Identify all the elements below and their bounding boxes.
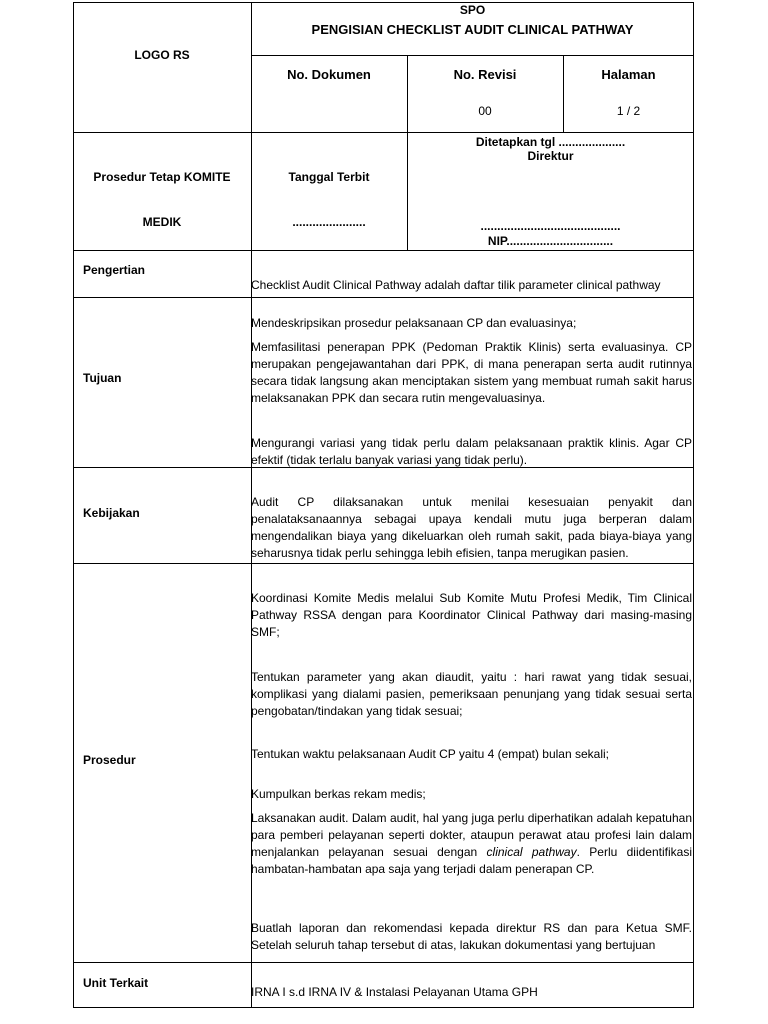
pengertian-label: Pengertian <box>83 263 146 277</box>
document-type: SPO <box>459 3 486 17</box>
pengertian-text: Checklist Audit Clinical Pathway adalah daftar tilik parameter clinical pathway <box>251 278 661 292</box>
row-divider-pengertian <box>73 250 694 251</box>
tanggal-terbit-label: Tanggal Terbit <box>288 170 370 184</box>
row-divider-unit <box>73 962 694 963</box>
prosedur-step-2: Tentukan parameter yang akan diaudit, yaitu : hari rawat yang tidak sesuai, komplikasi yang dialami pasien, pemeriksaan penunjang yang tidak sesuai serta pengobatan/tindakan yang tidak sesuai; <box>251 670 692 718</box>
prosedur-step-1: Koordinasi Komite Medis melalui Sub Komite Mutu Profesi Medik, Tim Clinical Pathway RSSA dengan para Koordinator Clinical Pathway dari masing-masing SMF; <box>251 591 692 639</box>
page-value: 1 / 2 <box>616 104 641 118</box>
prosedur-step-5-text-a: Laksanakan audit. Dalam audit, hal yang juga perlu diperhatikan adalah kepatuhan para pemberi pelayanan seperti dokter, ataupun perawat atau profesi lain dalam menjalankan pelayanan sesuai dengan <box>251 811 692 859</box>
row-divider-prosedur <box>73 563 694 564</box>
ditetapkan-tanggal: Ditetapkan tgl .................... <box>475 135 626 149</box>
tanggal-terbit-value: ...................... <box>292 215 366 229</box>
tujuan-label: Tujuan <box>83 371 122 385</box>
prosedur-step-6: Buatlah laporan dan rekomendasi kepada direktur RS dan para Ketua SMF. Setelah seluruh tahap tersebut di atas, lakukan dokumentasi yang bertujuan <box>251 921 692 952</box>
kebijakan-label: Kebijakan <box>83 506 140 520</box>
komite-medik-label: MEDIK <box>142 215 182 229</box>
tujuan-point-1: Mendeskripsikan prosedur pelaksanaan CP dan evaluasinya; <box>251 316 577 330</box>
tujuan-point-3: Mengurangi variasi yang tidak perlu dalam pelaksanaan praktik klinis. Agar CP efektif (tidak terlalu banyak variasi yang tidak perlu). <box>251 436 692 467</box>
document-title: PENGISIAN CHECKLIST AUDIT CLINICAL PATHWAY <box>311 22 634 37</box>
col-no-revisi: No. Revisi <box>453 67 517 82</box>
tujuan-point-2: Memfasilitasi penerapan PPK (Pedoman Praktik Klinis) serta evaluasinya. CP merupakan pengejawantahan dari PPK, di mana penerapan serta audit rutinnya secara tidak langsung akan menciptakan sistem yang membuat rumah sakit harus melaksanakan PPK dan secara rutin mengevaluasinya. <box>251 340 692 405</box>
clinical-pathway-emphasis: clinical pathway <box>486 845 577 859</box>
prosedur-tetap-label: Prosedur Tetap KOMITE <box>93 170 231 184</box>
signature-line: .......................................... <box>480 219 621 233</box>
header-divider <box>251 55 694 56</box>
direktur-label: Direktur <box>527 149 574 163</box>
row-divider-info <box>73 132 694 133</box>
col-halaman: Halaman <box>601 67 656 82</box>
prosedur-step-5-text-b: . Perlu diidentifikasi hambatan-hambatan apa saja yang terjadi dalam penerapan CP. <box>251 845 692 876</box>
unit-terkait-label: Unit Terkait <box>83 976 149 990</box>
row-divider-tujuan <box>73 297 694 298</box>
prosedur-step-3: Tentukan waktu pelaksanaan Audit CP yaitu 4 (empat) bulan sekali; <box>251 747 609 761</box>
kebijakan-text: Audit CP dilaksanakan untuk menilai kesesuaian penyakit dan penalataksanaannya sebagai upaya kendali mutu juga berperan dalam mengendalikan biaya yang dikeluarkan oleh rumah sakit, pada biaya-biaya yang seharusnya tidak perlu sehingga lebih efisien, tanpa merugikan pasien. <box>251 495 692 560</box>
prosedur-step-4: Kumpulkan berkas rekam medis; <box>251 787 426 801</box>
logo-placeholder: LOGO RS <box>134 48 190 62</box>
prosedur-label: Prosedur <box>83 753 136 767</box>
nip-line: NIP................................ <box>487 234 614 248</box>
col-no-dokumen: No. Dokumen <box>287 67 371 82</box>
revision-value: 00 <box>478 104 492 118</box>
unit-terkait-text: IRNA I s.d IRNA IV & Instalasi Pelayanan Utama GPH <box>251 985 538 999</box>
prosedur-step-5 <box>251 810 692 878</box>
